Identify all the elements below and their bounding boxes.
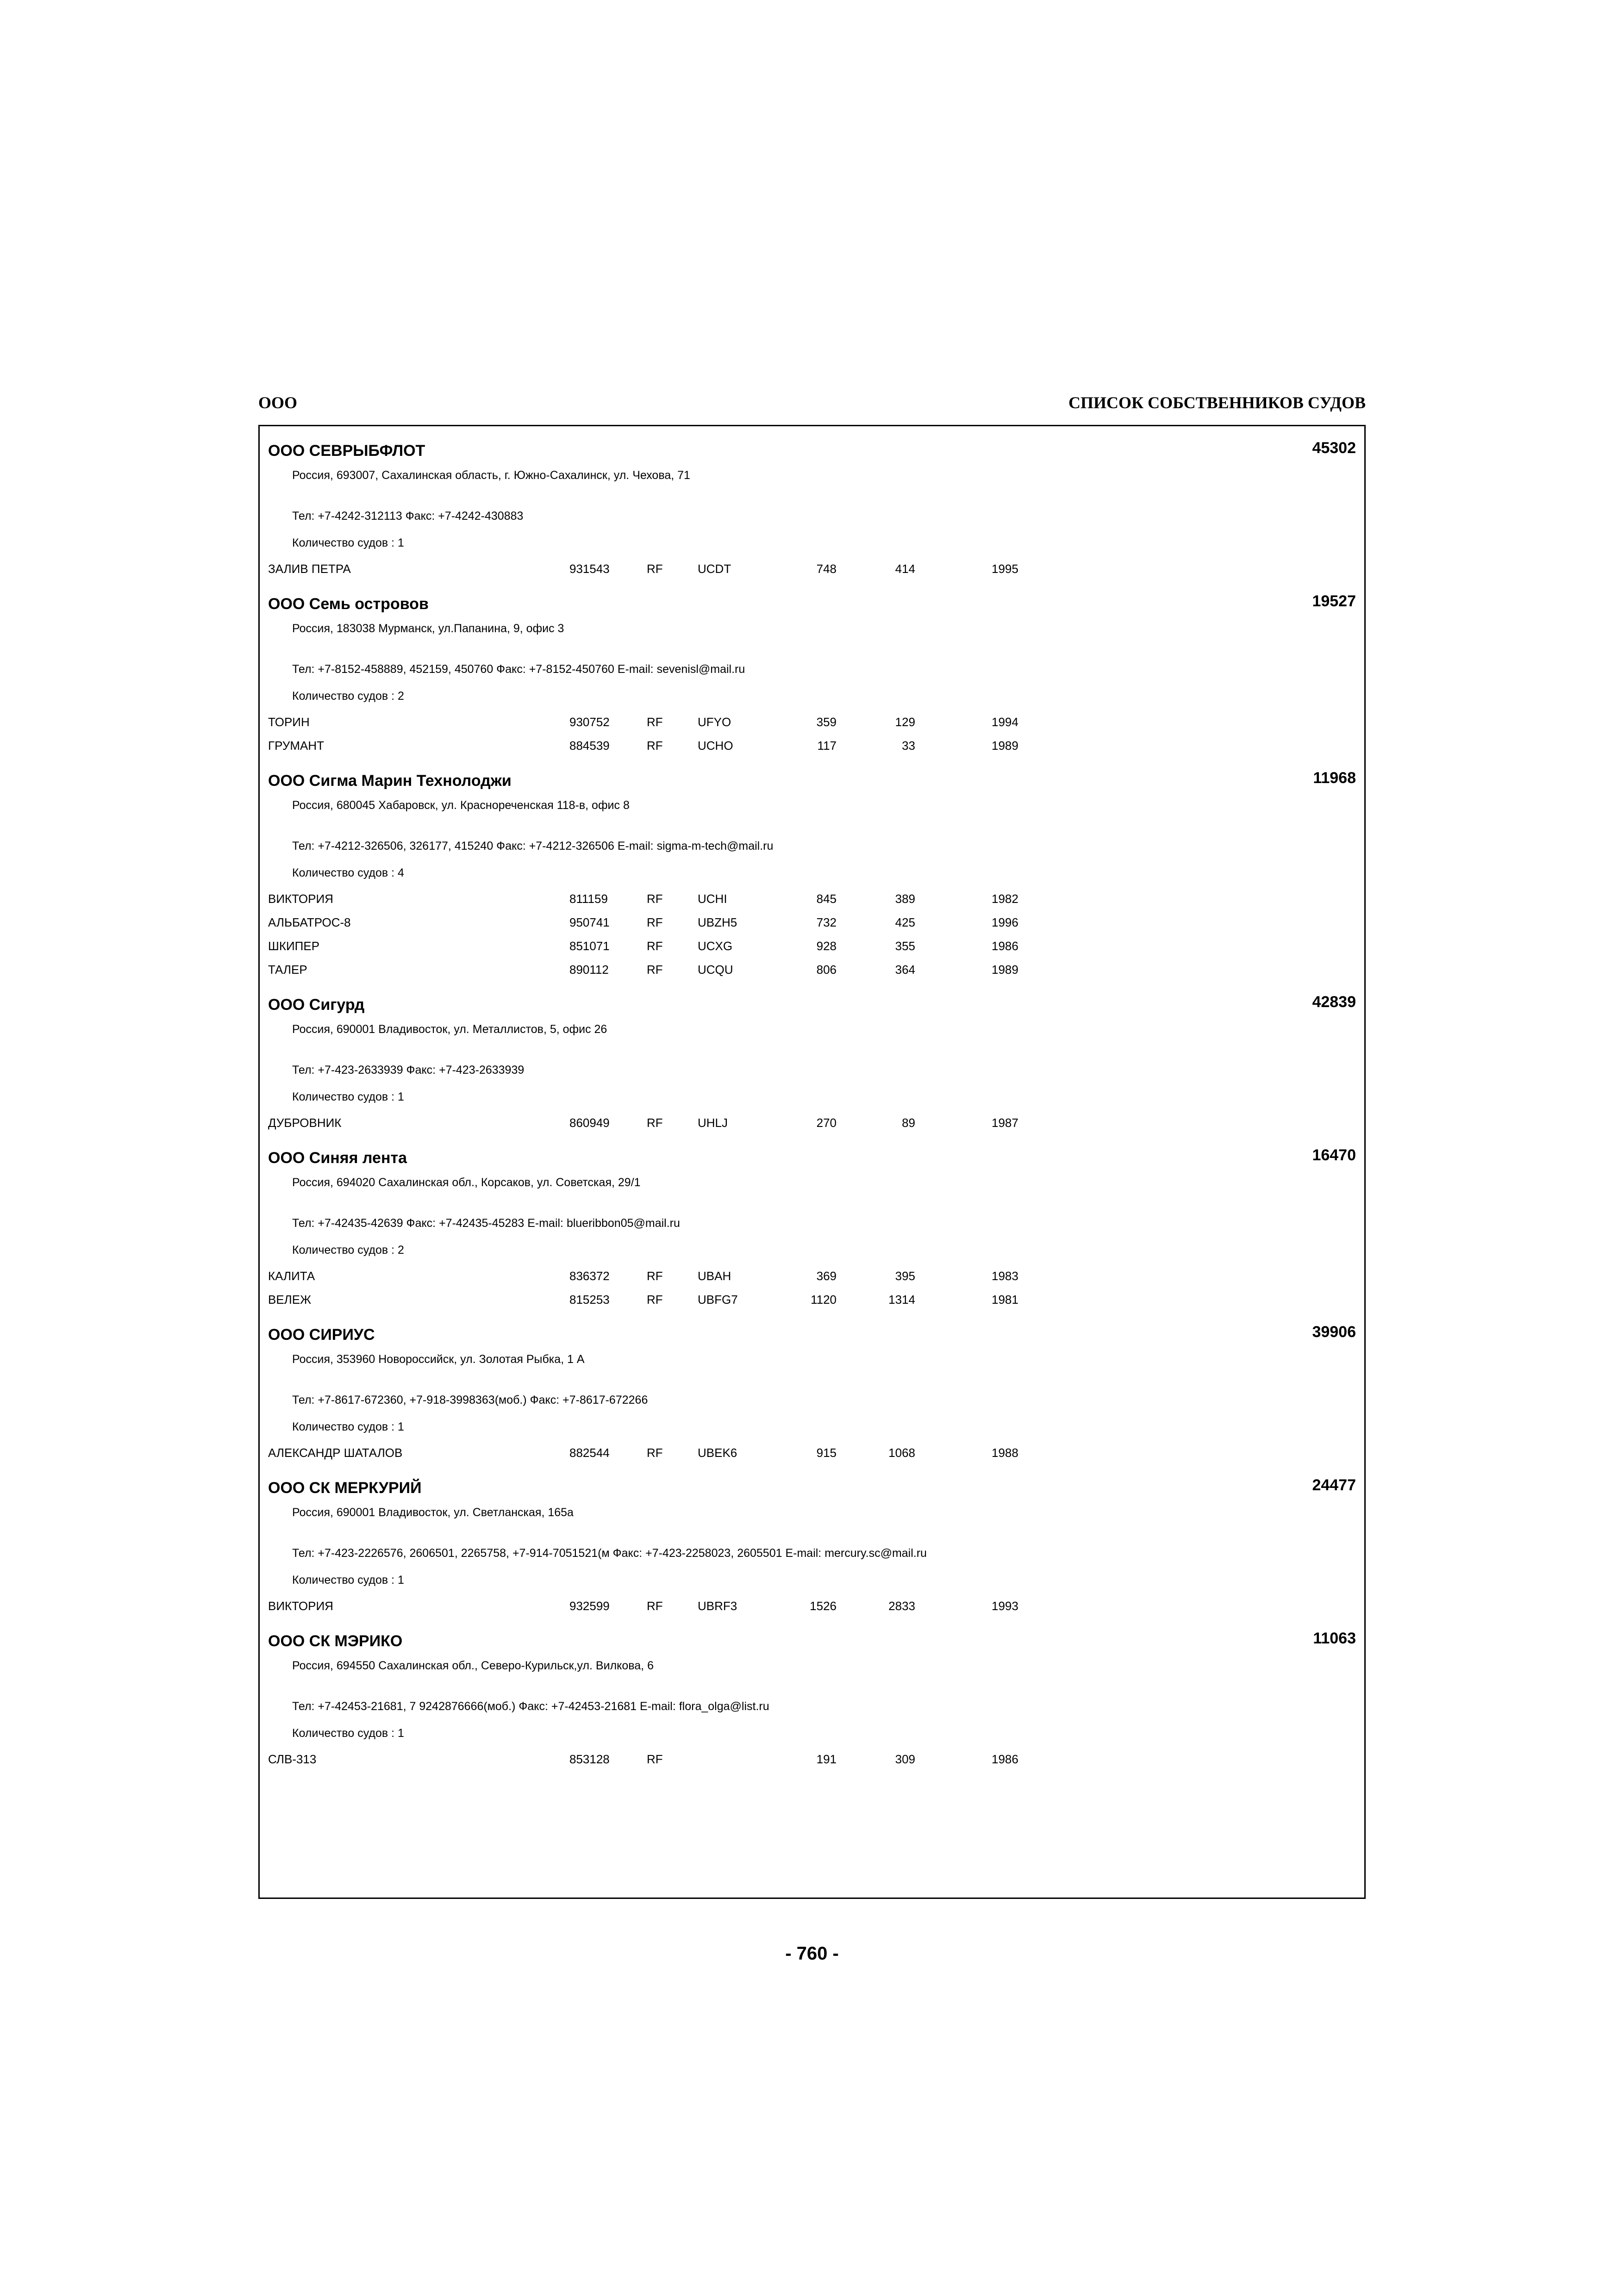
vessel-value-b: 355 — [895, 939, 915, 953]
owner-address: Россия, 183038 Мурманск, ул.Папанина, 9, офис 3 — [292, 622, 564, 635]
vessel-year: 1982 — [992, 892, 1018, 906]
vessel-number: 836372 — [569, 1269, 610, 1283]
vessel-year: 1993 — [992, 1599, 1018, 1613]
vessel-count: Количество судов : 1 — [292, 536, 404, 549]
vessel-number: 860949 — [569, 1116, 610, 1130]
vessel-value-b: 2833 — [888, 1599, 915, 1613]
owner-contacts: Тел: +7-423-2633939 Факс: +7-423-2633939 — [292, 1064, 525, 1076]
owner-name: ООО Синяя лента — [268, 1149, 407, 1167]
owner-id: 11968 — [1313, 769, 1356, 787]
owners-frame — [258, 425, 1366, 1899]
owner-contacts: Тел: +7-4242-312113 Факс: +7-4242-430883 — [292, 510, 524, 523]
vessel-count: Количество судов : 4 — [292, 866, 404, 879]
owner-header — [268, 990, 1356, 1019]
vessel-value-a: 270 — [816, 1116, 837, 1130]
owner-entry — [268, 590, 1356, 760]
owner-address: Россия, 690001 Владивосток, ул. Светланская, 165а — [292, 1506, 574, 1519]
vessel-flag: RF — [647, 739, 663, 753]
owners-list — [268, 436, 1356, 1780]
vessel-value-b: 395 — [895, 1269, 915, 1283]
vessel-value-b: 309 — [895, 1752, 915, 1766]
vessel-value-a: 732 — [816, 915, 837, 929]
owner-name: ООО Сигурд — [268, 996, 365, 1014]
vessel-list — [268, 1597, 1356, 1620]
vessel-value-b: 1068 — [888, 1446, 915, 1460]
owner-id: 11063 — [1313, 1630, 1356, 1647]
vessel-name: ГРУМАНТ — [268, 739, 325, 753]
vessel-number: 882544 — [569, 1446, 610, 1460]
vessel-year: 1981 — [992, 1293, 1018, 1307]
owner-entry — [268, 1474, 1356, 1620]
owner-address: Россия, 680045 Хабаровск, ул. Краснореченская 118-в, офис 8 — [292, 799, 630, 812]
owner-contacts: Тел: +7-42453-21681, 7 9242876666(моб.) Факс: +7-42453-21681 E-mail: flora_olga@list.ru — [292, 1700, 769, 1713]
vessel-year: 1986 — [992, 1752, 1018, 1766]
vessel-row — [268, 937, 1356, 960]
vessel-number: 890112 — [569, 963, 609, 977]
vessel-name: СЛВ-313 — [268, 1752, 317, 1766]
owner-id: 45302 — [1312, 439, 1356, 457]
owner-entry — [268, 1320, 1356, 1467]
vessel-value-a: 748 — [816, 562, 837, 576]
owner-contacts: Тел: +7-8617-672360, +7-918-3998363(моб.) Факс: +7-8617-672266 — [292, 1394, 648, 1406]
vessel-value-b: 129 — [895, 715, 915, 729]
owner-address: Россия, 694550 Сахалинская обл., Северо-Курильск,ул. Вилкова, 6 — [292, 1659, 654, 1672]
vessel-number: 932599 — [569, 1599, 610, 1613]
vessel-row — [268, 736, 1356, 760]
owner-contacts: Тел: +7-423-2226576, 2606501, 2265758, +7-914-7051521(м Факс: +7-423-2258023, 2605501 E-mail: mercury.sc@mail.ru — [292, 1547, 927, 1560]
vessel-call-sign: UHLJ — [698, 1116, 728, 1130]
vessel-row — [268, 560, 1356, 583]
owner-address: Россия, 690001 Владивосток, ул. Металлистов, 5, офис 26 — [292, 1023, 607, 1036]
vessel-name: АЛЕКСАНДР ШАТАЛОВ — [268, 1446, 403, 1460]
vessel-value-a: 191 — [816, 1752, 837, 1766]
owner-id: 42839 — [1312, 993, 1356, 1011]
vessel-call-sign: UBFG7 — [698, 1293, 738, 1307]
vessel-year: 1983 — [992, 1269, 1018, 1283]
vessel-row — [268, 960, 1356, 984]
vessel-flag: RF — [647, 1599, 663, 1613]
owner-header — [268, 436, 1356, 465]
vessel-list — [268, 1750, 1356, 1773]
vessel-flag: RF — [647, 1446, 663, 1460]
owner-header — [268, 1320, 1356, 1349]
vessel-row — [268, 890, 1356, 913]
vessel-value-a: 359 — [816, 715, 837, 729]
vessel-name: АЛЬБАТРОС-8 — [268, 915, 351, 929]
owner-name: ООО Сигма Марин Технолоджи — [268, 772, 512, 790]
vessel-row — [268, 1290, 1356, 1314]
owner-id: 39906 — [1312, 1323, 1356, 1341]
owner-address: Россия, 694020 Сахалинская обл., Корсаков, ул. Советская, 29/1 — [292, 1176, 641, 1189]
vessel-value-b: 364 — [895, 963, 915, 977]
vessel-flag: RF — [647, 562, 663, 576]
vessel-flag: RF — [647, 892, 663, 906]
vessel-year: 1996 — [992, 915, 1018, 929]
owner-header — [268, 766, 1356, 795]
owner-contacts: Тел: +7-8152-458889, 452159, 450760 Факс: +7-8152-450760 E-mail: sevenisl@mail.ru — [292, 663, 745, 676]
running-head — [258, 391, 1366, 419]
vessel-number: 930752 — [569, 715, 610, 729]
vessel-value-a: 1526 — [810, 1599, 837, 1613]
vessel-flag: RF — [647, 715, 663, 729]
vessel-flag: RF — [647, 1752, 663, 1766]
vessel-name: КАЛИТА — [268, 1269, 315, 1283]
vessel-flag: RF — [647, 1293, 663, 1307]
vessel-count: Количество судов : 1 — [292, 1420, 404, 1433]
vessel-year: 1989 — [992, 963, 1018, 977]
owner-entry — [268, 766, 1356, 984]
vessel-value-a: 928 — [816, 939, 837, 953]
owner-entry — [268, 1627, 1356, 1773]
vessel-value-b: 389 — [895, 892, 915, 906]
vessel-row — [268, 1114, 1356, 1137]
vessel-list — [268, 713, 1356, 760]
vessel-list — [268, 560, 1356, 583]
owner-id: 19527 — [1312, 592, 1356, 610]
owner-name: ООО СК МЭРИКО — [268, 1632, 403, 1650]
vessel-name: ТОРИН — [268, 715, 310, 729]
vessel-flag: RF — [647, 915, 663, 929]
running-head-left: ООО — [258, 393, 298, 412]
vessel-count: Количество судов : 1 — [292, 1090, 404, 1103]
vessel-call-sign: UCDT — [698, 562, 731, 576]
owner-header — [268, 1627, 1356, 1655]
owner-entry — [268, 436, 1356, 583]
vessel-row — [268, 1750, 1356, 1773]
vessel-year: 1989 — [992, 739, 1018, 753]
vessel-flag: RF — [647, 1116, 663, 1130]
vessel-number: 851071 — [569, 939, 610, 953]
vessel-number: 950741 — [569, 915, 610, 929]
vessel-flag: RF — [647, 939, 663, 953]
vessel-value-b: 1314 — [888, 1293, 915, 1307]
owner-contacts: Тел: +7-42435-42639 Факс: +7-42435-45283 E-mail: blueribbon05@mail.ru — [292, 1217, 680, 1230]
vessel-value-b: 33 — [902, 739, 915, 753]
owner-name: ООО СЕВРЫБФЛОТ — [268, 442, 425, 460]
vessel-row — [268, 713, 1356, 736]
owner-entry — [268, 990, 1356, 1137]
vessel-row — [268, 1597, 1356, 1620]
owner-header — [268, 1144, 1356, 1172]
vessel-value-a: 915 — [816, 1446, 837, 1460]
vessel-list — [268, 1444, 1356, 1467]
vessel-call-sign: UBAH — [698, 1269, 731, 1283]
vessel-call-sign: UCHI — [698, 892, 727, 906]
vessel-row — [268, 913, 1356, 937]
vessel-name: ВЕЛЕЖ — [268, 1293, 312, 1307]
vessel-flag: RF — [647, 963, 663, 977]
vessel-value-a: 1120 — [811, 1293, 837, 1307]
vessel-list — [268, 1114, 1356, 1137]
owner-name: ООО СИРИУС — [268, 1326, 375, 1344]
owner-entry — [268, 1144, 1356, 1314]
vessel-count: Количество судов : 2 — [292, 690, 404, 703]
vessel-year: 1987 — [992, 1116, 1018, 1130]
vessel-call-sign: UFYO — [698, 715, 731, 729]
owner-name: ООО СК МЕРКУРИЙ — [268, 1479, 422, 1497]
vessel-value-a: 369 — [816, 1269, 837, 1283]
vessel-row — [268, 1444, 1356, 1467]
vessel-value-a: 845 — [816, 892, 837, 906]
vessel-name: ЗАЛИВ ПЕТРА — [268, 562, 351, 576]
owner-id: 16470 — [1312, 1146, 1356, 1164]
owner-id: 24477 — [1312, 1476, 1356, 1494]
vessel-call-sign: UBRF3 — [698, 1599, 737, 1613]
vessel-count: Количество судов : 1 — [292, 1574, 404, 1587]
vessel-call-sign: UCQU — [698, 963, 733, 977]
vessel-number: 931543 — [569, 562, 610, 576]
vessel-value-a: 117 — [817, 739, 837, 753]
vessel-count: Количество судов : 2 — [292, 1244, 404, 1257]
owner-name: ООО Семь островов — [268, 595, 429, 613]
owner-header — [268, 590, 1356, 618]
owner-address: Россия, 693007, Сахалинская область, г. Южно-Сахалинск, ул. Чехова, 71 — [292, 469, 690, 482]
vessel-value-b: 414 — [895, 562, 915, 576]
vessel-year: 1988 — [992, 1446, 1018, 1460]
running-head-right: СПИСОК СОБСТВЕННИКОВ СУДОВ — [1068, 393, 1366, 412]
vessel-value-b: 425 — [895, 915, 915, 929]
owner-address: Россия, 353960 Новороссийск, ул. Золотая Рыбка, 1 А — [292, 1353, 585, 1366]
vessel-list — [268, 890, 1356, 984]
vessel-year: 1994 — [992, 715, 1018, 729]
vessel-name: ДУБРОВНИК — [268, 1116, 342, 1130]
vessel-flag: RF — [647, 1269, 663, 1283]
page-number: - 760 - — [785, 1943, 839, 1964]
owner-contacts: Тел: +7-4212-326506, 326177, 415240 Факс: +7-4212-326506 E-mail: sigma-m-tech@mail.ru — [292, 840, 774, 852]
vessel-name: ВИКТОРИЯ — [268, 892, 333, 906]
vessel-number: 884539 — [569, 739, 610, 753]
vessel-number: 811159 — [569, 892, 608, 906]
vessel-name: ТАЛЕР — [268, 963, 307, 977]
owner-header — [268, 1474, 1356, 1502]
vessel-number: 815253 — [569, 1293, 610, 1307]
vessel-row — [268, 1267, 1356, 1290]
vessel-list — [268, 1267, 1356, 1314]
vessel-year: 1995 — [992, 562, 1018, 576]
vessel-call-sign: UBZH5 — [698, 915, 737, 929]
vessel-value-a: 806 — [816, 963, 837, 977]
vessel-name: ШКИПЕР — [268, 939, 320, 953]
vessel-year: 1986 — [992, 939, 1018, 953]
vessel-value-b: 89 — [902, 1116, 915, 1130]
vessel-call-sign: UBEK6 — [698, 1446, 737, 1460]
vessel-call-sign: UCHO — [698, 739, 733, 753]
vessel-number: 853128 — [569, 1752, 610, 1766]
vessel-name: ВИКТОРИЯ — [268, 1599, 333, 1613]
vessel-call-sign: UCXG — [698, 939, 733, 953]
vessel-count: Количество судов : 1 — [292, 1727, 404, 1740]
